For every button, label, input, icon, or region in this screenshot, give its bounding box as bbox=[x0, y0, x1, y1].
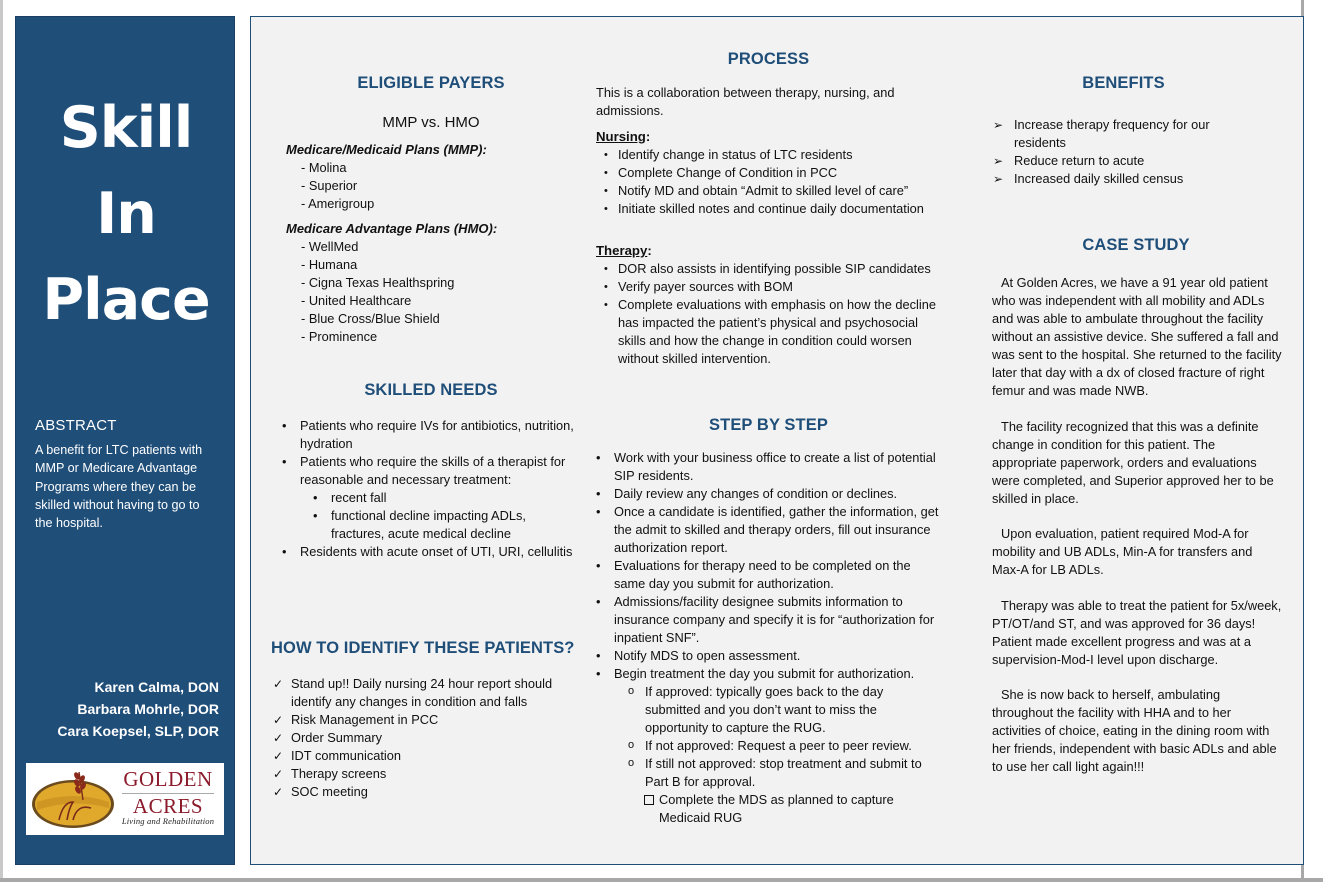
list-item: • Residents with acute onset of UTI, URI, cellulitis bbox=[275, 543, 575, 561]
skilled-needs-heading: SKILLED NEEDS bbox=[364, 381, 498, 399]
nursing-items bbox=[596, 146, 946, 218]
benefits-heading: BENEFITS bbox=[1082, 74, 1165, 92]
payer-group-label: Medicare Advantage Plans (HMO): bbox=[286, 221, 498, 236]
list-item: ✓ Risk Management in PCC bbox=[271, 711, 571, 729]
list-item: • Complete evaluations with emphasis on how the decline has impacted the patient’s physical and psychosocial skills and how the change in condition could worsen without skilled intervention. bbox=[596, 296, 941, 368]
list-item: ➢ Increased daily skilled census bbox=[991, 170, 1251, 188]
skilled-needs-list bbox=[275, 417, 575, 561]
list-item: ✓ Stand up!! Daily nursing 24 hour report should identify any changes in condition and falls bbox=[271, 675, 571, 711]
list-item: • Notify MD and obtain “Admit to skilled level of care” bbox=[596, 182, 946, 200]
list-item: • Work with your business office to create a list of potential SIP residents. bbox=[589, 449, 941, 485]
skilled-needs-subitems bbox=[306, 489, 575, 543]
list-item: • recent fall bbox=[306, 489, 575, 507]
nursing-label bbox=[596, 127, 946, 146]
case-study-heading: CASE STUDY bbox=[1082, 236, 1190, 254]
list-item: ✓ Order Summary bbox=[271, 729, 571, 747]
case-paragraph: At Golden Acres, we have a 91 year old patient who was independent with all mobility and ADLs and was able to ambulate throughout the facility without an assistive device. She suffered a fall and was sent to the hospital. She returned to the facility later that day with a dx of closed fracture of right femur and was made NWB. bbox=[992, 275, 1282, 398]
list-item: • Complete Change of Condition in PCC bbox=[596, 164, 946, 182]
list-item: • functional decline impacting ADLs, fractures, acute medical decline bbox=[306, 507, 575, 543]
list-item-text: If still not approved: stop treatment and submit to Part B for approval. bbox=[645, 756, 922, 789]
list-item: o If not approved: Request a peer to peer review. bbox=[626, 737, 941, 755]
eligible-payers-heading: ELIGIBLE PAYERS bbox=[357, 74, 505, 92]
wheat-oval-logo-icon bbox=[29, 768, 121, 832]
list-item: - Blue Cross/Blue Shield bbox=[301, 311, 440, 326]
therapy-label-text: Therapy bbox=[596, 243, 648, 258]
author: Barbara Mohrle, DOR bbox=[77, 701, 219, 717]
benefits-items bbox=[991, 116, 1251, 188]
list-item: • Daily review any changes of condition or declines. bbox=[589, 485, 941, 503]
case-paragraph: She is now back to herself, ambulating throughout the facility with HHA and to her activities of choice, eating in the dining room with her friends, independent with basic ADLs and able to use her call light again!!! bbox=[992, 687, 1277, 774]
title-line: Place bbox=[42, 267, 210, 333]
logo-wordmark bbox=[118, 769, 218, 827]
step-by-step-heading: STEP BY STEP bbox=[709, 416, 828, 434]
process-therapy bbox=[596, 241, 941, 368]
list-item-text: Patients who require the skills of a therapist for reasonable and necessary treatment: bbox=[300, 454, 566, 487]
identify-heading: HOW TO IDENTIFY THESE PATIENTS? bbox=[271, 639, 575, 657]
step-items bbox=[589, 449, 941, 827]
therapy-label-colon: : bbox=[647, 243, 652, 258]
process-intro: This is a collaboration between therapy, nursing, and admissions. bbox=[596, 85, 895, 118]
therapy-label bbox=[596, 241, 941, 260]
list-item bbox=[275, 453, 575, 543]
payer-groups bbox=[286, 140, 576, 346]
sidebar bbox=[15, 16, 235, 865]
list-item: - Superior bbox=[301, 178, 358, 193]
list-item: - Molina bbox=[301, 160, 347, 175]
step-subitems bbox=[626, 683, 941, 827]
benefits-list bbox=[991, 116, 1251, 188]
list-item-text: Begin treatment the day you submit for authorization. bbox=[614, 666, 915, 681]
list-item: • Patients who require IVs for antibiotics, nutrition, hydration bbox=[275, 417, 575, 453]
step-subsubitems bbox=[642, 791, 941, 827]
list-item: • DOR also assists in identifying possible SIP candidates bbox=[596, 260, 941, 278]
logo-line-1: GOLDEN bbox=[123, 767, 213, 791]
list-item: - Prominence bbox=[301, 329, 378, 344]
payer-list-hmo bbox=[286, 238, 576, 346]
list-item: • Admissions/facility designee submits information to insurance company and specify it is for “authorization for inpatient SNF”. bbox=[589, 593, 941, 647]
logo-tagline: Living and Rehabilitation bbox=[121, 816, 215, 826]
list-item: o If approved: typically goes back to the day submitted and you don’t want to miss the opportunity to capture the RUG. bbox=[626, 683, 941, 737]
list-item: - WellMed bbox=[301, 239, 359, 254]
abstract-heading: ABSTRACT bbox=[35, 417, 117, 434]
case-paragraph: The facility recognized that this was a definite change in condition for this patient. The appropriate paperwork, orders and evaluations were completed, and Superior approved her to be skilled in place. bbox=[992, 418, 1274, 506]
nursing-label-text: Nursing bbox=[596, 129, 646, 144]
process-nursing bbox=[596, 127, 946, 218]
identify-list bbox=[271, 675, 571, 801]
author: Cara Koepsel, SLP, DOR bbox=[57, 723, 219, 739]
title-line: In bbox=[96, 181, 156, 247]
list-item: - United Healthcare bbox=[301, 293, 412, 308]
list-item: - Cigna Texas Healthspring bbox=[301, 275, 455, 290]
authors bbox=[57, 676, 219, 742]
list-item: • Initiate skilled notes and continue daily documentation bbox=[596, 200, 946, 218]
golden-acres-logo bbox=[26, 763, 224, 835]
list-item: ✓ SOC meeting bbox=[271, 783, 571, 801]
page-shadow-right bbox=[1301, 0, 1323, 882]
list-item: • Once a candidate is identified, gather the information, get the admit to skilled and therapy orders, fill out insurance authorization report. bbox=[589, 503, 941, 557]
skilled-needs-items bbox=[275, 417, 575, 561]
page-shadow-bottom bbox=[0, 878, 1323, 882]
list-item: - Amerigroup bbox=[301, 196, 375, 211]
list-item: ➢ Reduce return to acute bbox=[991, 152, 1251, 170]
list-item bbox=[626, 755, 941, 827]
poster-title bbox=[16, 85, 236, 343]
payer-group-label: Medicare/Medicaid Plans (MMP): bbox=[286, 142, 487, 157]
case-paragraph: Therapy was able to treat the patient for 5x/week, PT/OT/and ST, and was approved for 36 days! Patient made excellent progress and was at a supervision-Mod-I level upon discharge. bbox=[992, 597, 1282, 667]
logo-line-2: ACRES bbox=[132, 794, 204, 818]
list-item: • Notify MDS to open assessment. bbox=[589, 647, 941, 665]
list-item: ✓ Therapy screens bbox=[271, 765, 571, 783]
therapy-items bbox=[596, 260, 941, 368]
list-item: ➢ Increase therapy frequency for our residents bbox=[991, 116, 1251, 152]
identify-items bbox=[271, 675, 571, 801]
nursing-label-colon: : bbox=[645, 129, 651, 144]
payers-subtitle: MMP vs. HMO bbox=[382, 114, 480, 131]
list-item: - Humana bbox=[301, 257, 358, 272]
list-item: • Evaluations for therapy need to be completed on the same day you submit for authorization. bbox=[589, 557, 941, 593]
page-shadow-left bbox=[0, 0, 3, 882]
payer-list-mmp bbox=[286, 159, 576, 213]
process-heading: PROCESS bbox=[727, 50, 810, 68]
abstract-text: A benefit for LTC patients with MMP or Medicare Advantage Programs where they can be skilled without having to go to the hospital. bbox=[35, 443, 203, 531]
step-by-step-list bbox=[589, 449, 941, 827]
list-item: • Identify change in status of LTC residents bbox=[596, 146, 946, 164]
case-study-body bbox=[992, 274, 1282, 794]
title-line: Skill bbox=[59, 95, 193, 161]
list-item: ✓ IDT communication bbox=[271, 747, 571, 765]
list-item bbox=[589, 665, 941, 827]
main-panel bbox=[250, 16, 1304, 865]
list-item: • Verify payer sources with BOM bbox=[596, 278, 941, 296]
author: Karen Calma, DON bbox=[94, 679, 219, 695]
case-paragraph: Upon evaluation, patient required Mod-A for mobility and UB ADLs, Min-A for transfers and Max-A for LB ADLs. bbox=[992, 526, 1253, 577]
list-item: Complete the MDS as planned to capture Medicaid RUG bbox=[642, 791, 941, 827]
